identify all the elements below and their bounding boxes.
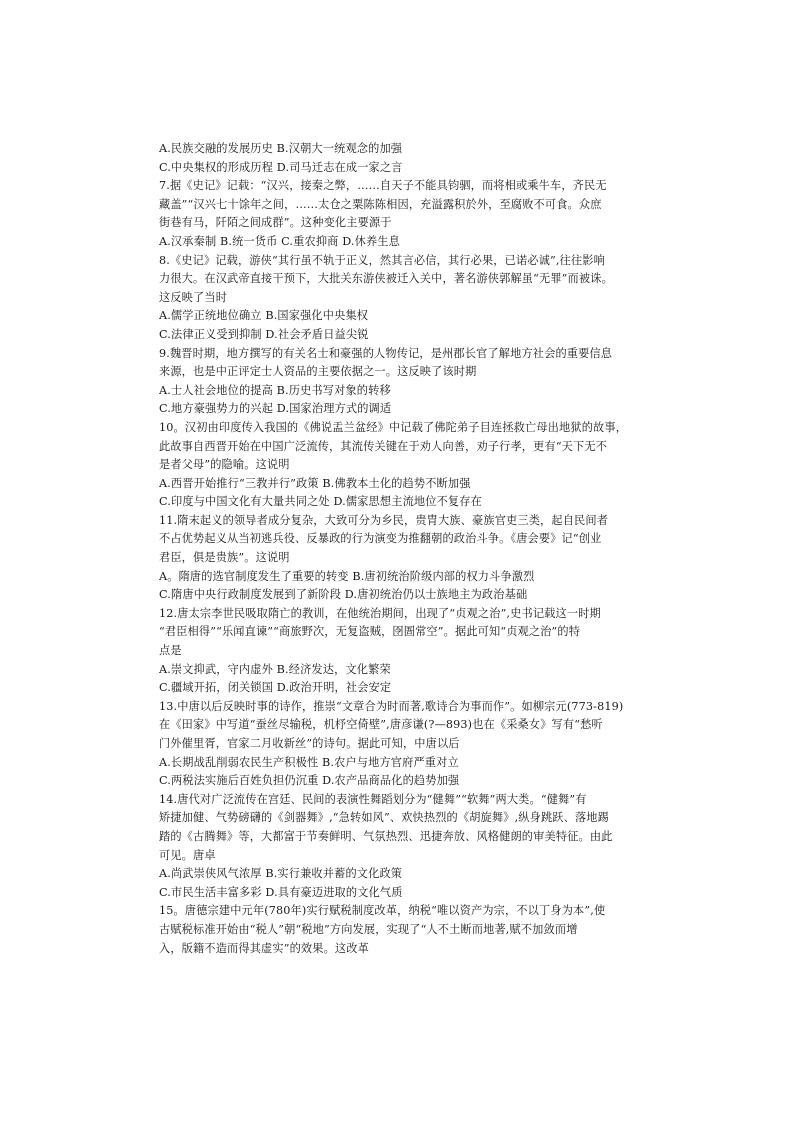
text-line: 12.唐太宗李世民吸取隋亡的教训，在他统治期间，出现了“贞观之治”,史书记载这一时期	[159, 606, 601, 620]
text-line: C.法律正义受到抑制 D.社会矛盾日益尖锐	[159, 327, 369, 341]
text-line: A。隋唐的选官制度发生了重要的转变 B.唐初统治阶级内部的权力斗争激烈	[159, 569, 535, 583]
text-line: 矫捷加健、气势磅礴的《剑器舞》,“急转如风”、欢快热烈的《胡旋舞》,纵身跳跃、落地踢	[159, 811, 609, 825]
text-line: 7.据《史记》记载：“汉兴，接秦之弊，……自天子不能具钧驷，而将相或乘牛车，齐民无	[159, 179, 607, 193]
text-line: 9.魏晋时期，地方撰写的有关名士和豪强的人物传记，是州郡长官了解地方社会的重要信息	[159, 346, 613, 360]
text-line: “君臣相得”“乐闻直谏”“商旅野次，无复盗贼，囹圄常空”。据此可知“贞观之治”的特	[159, 625, 581, 639]
text-line: 14.唐代对广泛流传在宫廷、民间的表演性舞蹈划分为“健舞”“软舞”两大类。“健舞”有	[159, 792, 587, 806]
text-line: 15。唐德宗建中元年(780年)实行赋税制度改革，纳税“唯以资产为宗，不以丁身为本”,使	[159, 904, 606, 918]
text-line: 13.中唐以后反映时事的诗作，推崇“文章合为时而著,歌诗合为事而作”。如柳宗元(773-819)	[159, 699, 624, 713]
text-line: A.长期战乱削弱农民生产积极性 B.农户与地方官府严重对立	[159, 755, 459, 769]
text-line: C.疆域开拓，闭关锁国 D.政治开明，社会安定	[159, 681, 392, 695]
text-line: 可见。唐卓	[159, 848, 216, 862]
text-line: 不占优势起义从当初逃兵役、反暴政的行为演变为推翻朝的政治斗争。《唐会要》记“创业	[159, 532, 602, 546]
text-line: 是者父母”的隐喻。这说明	[159, 458, 290, 472]
text-line: 入，版籍不造而得其虚实”的效果。这改革	[159, 941, 369, 955]
text-line: 门外催里胥，官家二月收新丝”的诗句。据此可知，中唐以后	[159, 737, 460, 750]
text-line: 藏盖”“汉兴七十馀年之间，……太仓之粟陈陈相因，充溢露积於外，至腐败不可食。众庶	[159, 197, 602, 211]
text-line: A.士人社会地位的提高 B.历史书写对象的转移	[159, 383, 391, 397]
text-line: 此故事自西晋开始在中国广泛流传，其流传关键在于劝人向善，劝子行孝，更有“天下无不	[159, 439, 608, 453]
text-line: A.儒学正统地位确立 B.国家强化中央集权	[159, 309, 369, 323]
text-line: 街巷有马，阡陌之间成群”。这种变化主要源于	[159, 216, 392, 230]
text-line: 11.隋末起义的领导者成分复杂，大致可分为乡民，贵胄大族、豪族官吏三类，起自民间者	[159, 513, 609, 527]
text-line: A.尚武崇侠风气浓厚 B.实行兼收并蓄的文化政策	[159, 867, 403, 881]
text-line: A.崇文抑武，守内虚外 B.经济发达，文化繁荣	[159, 662, 391, 676]
text-line: 点是	[159, 644, 182, 658]
text-line: 这反映了当时	[159, 290, 228, 304]
text-line: 在《田家》中写道“蚕丝尽输税，机杼空倚壁”,唐彦谦(?—893)也在《采桑女》写有“愁听	[159, 718, 603, 732]
text-line: 古赋税标准开始由“税人”朝“税地”方向发展，实现了“人不土断而地著,赋不加敛而增	[159, 922, 578, 936]
text-line: 力很大。在汉武帝直接干预下，大批关东游侠被迁入关中，著名游侠郭解虽“无罪”而被诛。	[159, 272, 613, 286]
text-line: C.印度与中国文化有大量共同之处 D.儒家思想主流地位不复存在	[159, 495, 482, 509]
text-line: 君臣，俱是贵族”。这说明	[159, 551, 290, 565]
exam-page	[159, 140, 643, 958]
text-line: C.地方豪强势力的兴起 D.国家治理方式的调适	[159, 402, 392, 416]
text-line: C.中央集权的形成历程 D.司马迁志在成一家之言	[159, 160, 403, 174]
text-line: 踏的《古腾舞》等，大都富于节奏鲜明、气氛热烈、迅捷奔放、风格健朗的审美特征。由此	[159, 829, 613, 843]
text-line: A.民族交融的发展历史 B.汉朝大一统观念的加强	[159, 142, 403, 155]
text-line: A.汉承秦制 B.统一货币 C.重农抑商 D.休养生息	[159, 234, 400, 248]
text-line: 10。汉初由印度传入我国的《佛说盂兰盆经》中记载了佛陀弟子目连拯救亡母出地狱的故事，	[159, 420, 628, 434]
text-line: C.两税法实施后百姓负担仍沉重 D.农产品商品化的趋势加强	[159, 774, 460, 788]
text-line: C.市民生活丰富多彩 D.具有豪迈进取的文化气质	[159, 885, 403, 899]
text-line: 8.《史记》记载，游侠“其行虽不轨于正义，然其言必信，其行必果，已诺必诚”,往往影响	[159, 253, 605, 267]
text-line: C.隋唐中央行政制度发展到了新阶段 D.唐初统治仍以士族地主为政治基础	[159, 588, 528, 602]
text-line: 来源，也是中正评定士人资品的主要依据之一。这反映了该时期	[159, 365, 477, 379]
text-line: A.西晋开始推行“三教并行”政策 B.佛教本土化的趋势不断加强	[159, 476, 471, 490]
